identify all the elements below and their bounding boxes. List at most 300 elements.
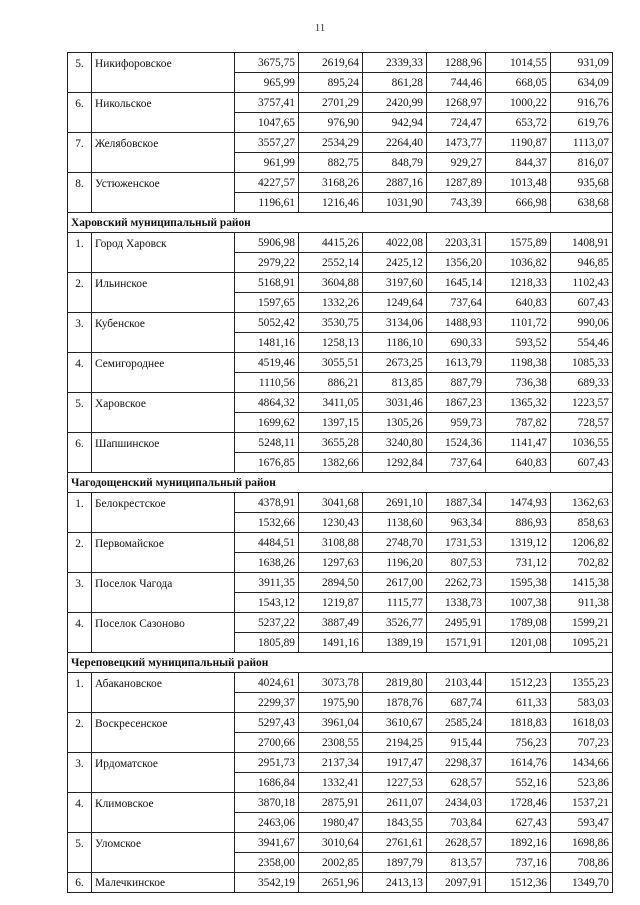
value-cell: 737,16 (486, 853, 551, 873)
table-row (68, 513, 613, 533)
value-cell: 1532,66 (235, 513, 299, 533)
value-cell: 1481,16 (235, 333, 299, 353)
settlement-name-empty (92, 453, 235, 473)
value-cell: 3610,67 (363, 713, 427, 733)
value-cell: 1595,38 (486, 573, 551, 593)
settlement-name-empty (92, 293, 235, 313)
value-cell: 736,38 (486, 373, 551, 393)
row-number: 3. (68, 313, 92, 333)
value-cell: 2691,10 (363, 493, 427, 513)
settlement-name-empty (92, 633, 235, 653)
value-cell: 1036,55 (551, 433, 613, 453)
value-cell: 1892,16 (486, 833, 551, 853)
value-cell: 3197,60 (363, 273, 427, 293)
value-cell: 1473,77 (427, 133, 486, 153)
row-number-empty (68, 193, 92, 213)
row-number: 4. (68, 793, 92, 813)
value-cell: 1512,36 (486, 873, 551, 893)
value-cell: 3675,75 (235, 53, 299, 73)
table-row (68, 73, 613, 93)
settlement-name: Харовское (92, 393, 235, 413)
value-cell: 4484,51 (235, 533, 299, 553)
value-cell: 961,99 (235, 153, 299, 173)
settlement-name: Город Харовск (92, 233, 235, 253)
value-cell: 2887,16 (363, 173, 427, 193)
row-number-empty (68, 733, 92, 753)
settlement-name-empty (92, 73, 235, 93)
settlement-name: Уломское (92, 833, 235, 853)
row-number: 3. (68, 573, 92, 593)
value-cell: 666,98 (486, 193, 551, 213)
value-cell: 1575,89 (486, 233, 551, 253)
row-number: 5. (68, 53, 92, 73)
value-cell: 1843,55 (363, 813, 427, 833)
settlement-name-empty (92, 333, 235, 353)
table-row (68, 293, 613, 313)
value-cell: 2413,13 (363, 873, 427, 893)
settlement-name: Ирдоматское (92, 753, 235, 773)
value-cell: 2628,57 (427, 833, 486, 853)
section-title: Чагодощенский муниципальный район (68, 473, 613, 493)
row-number: 4. (68, 353, 92, 373)
value-cell: 1230,43 (299, 513, 363, 533)
settlement-name: Ильинское (92, 273, 235, 293)
value-cell: 3961,04 (299, 713, 363, 733)
value-cell: 2298,37 (427, 753, 486, 773)
value-cell: 653,72 (486, 113, 551, 133)
value-cell: 1543,12 (235, 593, 299, 613)
value-cell: 1297,63 (299, 553, 363, 573)
table-row (68, 193, 613, 213)
value-cell: 607,43 (551, 453, 613, 473)
value-cell: 2425,12 (363, 253, 427, 273)
value-cell: 990,06 (551, 313, 613, 333)
value-cell: 1618,03 (551, 713, 613, 733)
row-number-empty (68, 853, 92, 873)
table-row (68, 713, 613, 733)
value-cell: 5168,91 (235, 273, 299, 293)
value-cell: 3530,75 (299, 313, 363, 333)
value-cell: 1007,38 (486, 593, 551, 613)
table-row (68, 793, 613, 813)
value-cell: 2894,50 (299, 573, 363, 593)
row-number-empty (68, 813, 92, 833)
value-cell: 743,39 (427, 193, 486, 213)
value-cell: 915,44 (427, 733, 486, 753)
value-cell: 1415,38 (551, 573, 613, 593)
value-cell: 3073,78 (299, 673, 363, 693)
value-cell: 1638,26 (235, 553, 299, 573)
value-cell: 1287,89 (427, 173, 486, 193)
value-cell: 3757,41 (235, 93, 299, 113)
value-cell: 1728,46 (486, 793, 551, 813)
value-cell: 1249,64 (363, 293, 427, 313)
value-cell: 2748,70 (363, 533, 427, 553)
value-cell: 1887,34 (427, 493, 486, 513)
value-cell: 2819,80 (363, 673, 427, 693)
value-cell: 2137,34 (299, 753, 363, 773)
value-cell: 1332,41 (299, 773, 363, 793)
value-cell: 2203,31 (427, 233, 486, 253)
value-cell: 690,33 (427, 333, 486, 353)
value-cell: 2262,73 (427, 573, 486, 593)
value-cell: 1102,43 (551, 273, 613, 293)
value-cell: 807,53 (427, 553, 486, 573)
value-cell: 702,82 (551, 553, 613, 573)
value-cell: 1258,13 (299, 333, 363, 353)
value-cell: 744,46 (427, 73, 486, 93)
value-cell: 1196,61 (235, 193, 299, 213)
table-row (68, 173, 613, 193)
settlement-name-empty (92, 813, 235, 833)
settlement-name: Никифоровское (92, 53, 235, 73)
value-cell: 552,16 (486, 773, 551, 793)
value-cell: 3134,06 (363, 313, 427, 333)
page-number: 11 (314, 22, 326, 34)
settlement-name: Устюженское (92, 173, 235, 193)
table-row (68, 693, 613, 713)
table-row (68, 813, 613, 833)
value-cell: 1571,91 (427, 633, 486, 653)
value-cell: 4022,08 (363, 233, 427, 253)
row-number-empty (68, 453, 92, 473)
value-cell: 619,76 (551, 113, 613, 133)
value-cell: 687,74 (427, 693, 486, 713)
settlement-name-empty (92, 733, 235, 753)
value-cell: 816,07 (551, 153, 613, 173)
value-cell: 640,83 (486, 453, 551, 473)
table-row (68, 593, 613, 613)
table-row (68, 133, 613, 153)
table-row (68, 333, 613, 353)
row-number: 6. (68, 873, 92, 893)
value-cell: 935,68 (551, 173, 613, 193)
value-cell: 1789,08 (486, 613, 551, 633)
table-row (68, 733, 613, 753)
value-cell: 607,43 (551, 293, 613, 313)
value-cell: 554,46 (551, 333, 613, 353)
row-number: 5. (68, 393, 92, 413)
value-cell: 813,85 (363, 373, 427, 393)
section-header-row (68, 473, 613, 493)
table-row (68, 833, 613, 853)
table-row (68, 873, 613, 893)
table-row (68, 853, 613, 873)
value-cell: 737,64 (427, 293, 486, 313)
value-cell: 1101,72 (486, 313, 551, 333)
value-cell: 1698,86 (551, 833, 613, 853)
row-number: 8. (68, 173, 92, 193)
settlement-name: Первомайское (92, 533, 235, 553)
value-cell: 593,47 (551, 813, 613, 833)
value-cell: 1537,21 (551, 793, 613, 813)
row-number: 6. (68, 93, 92, 113)
value-cell: 848,79 (363, 153, 427, 173)
value-cell: 844,37 (486, 153, 551, 173)
row-number-empty (68, 773, 92, 793)
value-cell: 858,63 (551, 513, 613, 533)
value-cell: 4227,57 (235, 173, 299, 193)
table-row (68, 93, 613, 113)
value-cell: 1524,36 (427, 433, 486, 453)
value-cell: 2420,99 (363, 93, 427, 113)
value-cell: 1434,66 (551, 753, 613, 773)
settlement-name-empty (92, 113, 235, 133)
value-cell: 861,28 (363, 73, 427, 93)
value-cell: 1268,97 (427, 93, 486, 113)
value-cell: 1867,23 (427, 393, 486, 413)
table-row (68, 773, 613, 793)
value-cell: 1491,16 (299, 633, 363, 653)
value-cell: 1110,56 (235, 373, 299, 393)
value-cell: 1614,76 (486, 753, 551, 773)
value-cell: 640,83 (486, 293, 551, 313)
settlement-name-empty (92, 693, 235, 713)
value-cell: 929,27 (427, 153, 486, 173)
value-cell: 1201,08 (486, 633, 551, 653)
table-body (68, 53, 613, 893)
value-cell: 911,38 (551, 593, 613, 613)
value-cell: 3055,51 (299, 353, 363, 373)
value-cell: 1031,90 (363, 193, 427, 213)
value-cell: 1227,53 (363, 773, 427, 793)
value-cell: 3557,27 (235, 133, 299, 153)
settlement-name-empty (92, 773, 235, 793)
row-number: 7. (68, 133, 92, 153)
value-cell: 1095,21 (551, 633, 613, 653)
value-cell: 916,76 (551, 93, 613, 113)
value-cell: 882,75 (299, 153, 363, 173)
settlement-name-empty (92, 853, 235, 873)
value-cell: 668,05 (486, 73, 551, 93)
value-cell: 1897,79 (363, 853, 427, 873)
value-cell: 1686,84 (235, 773, 299, 793)
row-number-empty (68, 293, 92, 313)
value-cell: 2673,25 (363, 353, 427, 373)
value-cell: 1047,65 (235, 113, 299, 133)
value-cell: 2534,29 (299, 133, 363, 153)
table-row (68, 313, 613, 333)
table-row (68, 613, 613, 633)
value-cell: 1218,33 (486, 273, 551, 293)
table-row (68, 253, 613, 273)
value-cell: 1699,62 (235, 413, 299, 433)
settlement-name-empty (92, 153, 235, 173)
section-header-row (68, 213, 613, 233)
value-cell: 1186,10 (363, 333, 427, 353)
value-cell: 4378,91 (235, 493, 299, 513)
settlement-name: Никольское (92, 93, 235, 113)
value-cell: 1917,47 (363, 753, 427, 773)
value-cell: 634,09 (551, 73, 613, 93)
value-cell: 2611,07 (363, 793, 427, 813)
settlement-name: Поселок Чагода (92, 573, 235, 593)
value-cell: 965,99 (235, 73, 299, 93)
table-row (68, 573, 613, 593)
value-cell: 627,43 (486, 813, 551, 833)
table-row (68, 753, 613, 773)
value-cell: 2585,24 (427, 713, 486, 733)
value-cell: 1138,60 (363, 513, 427, 533)
row-number-empty (68, 593, 92, 613)
value-cell: 2617,00 (363, 573, 427, 593)
row-number-empty (68, 553, 92, 573)
value-cell: 1389,19 (363, 633, 427, 653)
table-row (68, 433, 613, 453)
table-row (68, 53, 613, 73)
value-cell: 4415,26 (299, 233, 363, 253)
value-cell: 3240,80 (363, 433, 427, 453)
settlement-name-empty (92, 253, 235, 273)
value-cell: 1975,90 (299, 693, 363, 713)
value-cell: 3887,49 (299, 613, 363, 633)
row-number-empty (68, 373, 92, 393)
value-cell: 1219,87 (299, 593, 363, 613)
value-cell: 1349,70 (551, 873, 613, 893)
settlement-name-empty (92, 373, 235, 393)
value-cell: 724,47 (427, 113, 486, 133)
value-cell: 2103,44 (427, 673, 486, 693)
value-cell: 976,90 (299, 113, 363, 133)
row-number: 5. (68, 833, 92, 853)
value-cell: 3941,67 (235, 833, 299, 853)
value-cell: 1332,26 (299, 293, 363, 313)
settlement-name: Климовское (92, 793, 235, 813)
settlement-name-empty (92, 193, 235, 213)
settlement-name: Абакановское (92, 673, 235, 693)
settlement-name: Желябовское (92, 133, 235, 153)
value-cell: 2264,40 (363, 133, 427, 153)
row-number-empty (68, 513, 92, 533)
value-cell: 1488,93 (427, 313, 486, 333)
value-cell: 583,03 (551, 693, 613, 713)
table-row (68, 233, 613, 253)
value-cell: 1288,96 (427, 53, 486, 73)
value-cell: 1141,47 (486, 433, 551, 453)
value-cell: 3526,77 (363, 613, 427, 633)
value-cell: 708,86 (551, 853, 613, 873)
settlement-name: Воскресенское (92, 713, 235, 733)
value-cell: 3168,26 (299, 173, 363, 193)
settlement-name-empty (92, 553, 235, 573)
value-cell: 2979,22 (235, 253, 299, 273)
table-row (68, 553, 613, 573)
value-cell: 3031,46 (363, 393, 427, 413)
value-cell: 628,57 (427, 773, 486, 793)
value-cell: 728,57 (551, 413, 613, 433)
row-number-empty (68, 633, 92, 653)
value-cell: 1408,91 (551, 233, 613, 253)
value-cell: 942,94 (363, 113, 427, 133)
value-cell: 2463,06 (235, 813, 299, 833)
value-cell: 1599,21 (551, 613, 613, 633)
value-cell: 895,24 (299, 73, 363, 93)
value-cell: 1013,48 (486, 173, 551, 193)
value-cell: 2761,61 (363, 833, 427, 853)
value-cell: 3041,68 (299, 493, 363, 513)
value-cell: 1474,93 (486, 493, 551, 513)
value-cell: 886,93 (486, 513, 551, 533)
value-cell: 1216,46 (299, 193, 363, 213)
value-cell: 3911,35 (235, 573, 299, 593)
value-cell: 1382,66 (299, 453, 363, 473)
settlement-name: Семигороднее (92, 353, 235, 373)
value-cell: 1319,12 (486, 533, 551, 553)
value-cell: 1613,79 (427, 353, 486, 373)
table-row (68, 373, 613, 393)
value-cell: 1397,15 (299, 413, 363, 433)
value-cell: 787,82 (486, 413, 551, 433)
row-number: 4. (68, 613, 92, 633)
value-cell: 689,33 (551, 373, 613, 393)
value-cell: 1980,47 (299, 813, 363, 833)
row-number-empty (68, 113, 92, 133)
value-cell: 5237,22 (235, 613, 299, 633)
value-cell: 3411,05 (299, 393, 363, 413)
value-cell: 611,33 (486, 693, 551, 713)
row-number-empty (68, 73, 92, 93)
value-cell: 2875,91 (299, 793, 363, 813)
settlement-name: Белокрестское (92, 493, 235, 513)
table-row (68, 353, 613, 373)
value-cell: 2552,14 (299, 253, 363, 273)
value-cell: 1305,26 (363, 413, 427, 433)
row-number: 2. (68, 273, 92, 293)
row-number: 1. (68, 493, 92, 513)
value-cell: 1676,85 (235, 453, 299, 473)
value-cell: 813,57 (427, 853, 486, 873)
value-cell: 2651,96 (299, 873, 363, 893)
value-cell: 1731,53 (427, 533, 486, 553)
value-cell: 731,12 (486, 553, 551, 573)
value-cell: 1645,14 (427, 273, 486, 293)
value-cell: 1365,32 (486, 393, 551, 413)
value-cell: 1113,07 (551, 133, 613, 153)
section-title: Харовский муниципальный район (68, 213, 613, 233)
value-cell: 1014,55 (486, 53, 551, 73)
value-cell: 1036,82 (486, 253, 551, 273)
table-row (68, 273, 613, 293)
row-number-empty (68, 693, 92, 713)
value-cell: 5906,98 (235, 233, 299, 253)
value-cell: 3542,19 (235, 873, 299, 893)
row-number: 6. (68, 433, 92, 453)
settlement-name: Шапшинское (92, 433, 235, 453)
settlement-name-empty (92, 513, 235, 533)
value-cell: 1223,57 (551, 393, 613, 413)
row-number: 1. (68, 673, 92, 693)
section-header-row (68, 653, 613, 673)
value-cell: 1818,83 (486, 713, 551, 733)
value-cell: 2097,91 (427, 873, 486, 893)
value-cell: 1190,87 (486, 133, 551, 153)
value-cell: 2299,37 (235, 693, 299, 713)
value-cell: 737,64 (427, 453, 486, 473)
settlement-name: Кубенское (92, 313, 235, 333)
value-cell: 946,85 (551, 253, 613, 273)
value-cell: 2002,85 (299, 853, 363, 873)
value-cell: 1115,77 (363, 593, 427, 613)
value-cell: 1338,73 (427, 593, 486, 613)
value-cell: 1597,65 (235, 293, 299, 313)
value-cell: 1000,22 (486, 93, 551, 113)
value-cell: 2194,25 (363, 733, 427, 753)
value-cell: 2951,73 (235, 753, 299, 773)
value-cell: 1362,63 (551, 493, 613, 513)
value-cell: 703,84 (427, 813, 486, 833)
table-row (68, 113, 613, 133)
value-cell: 3010,64 (299, 833, 363, 853)
